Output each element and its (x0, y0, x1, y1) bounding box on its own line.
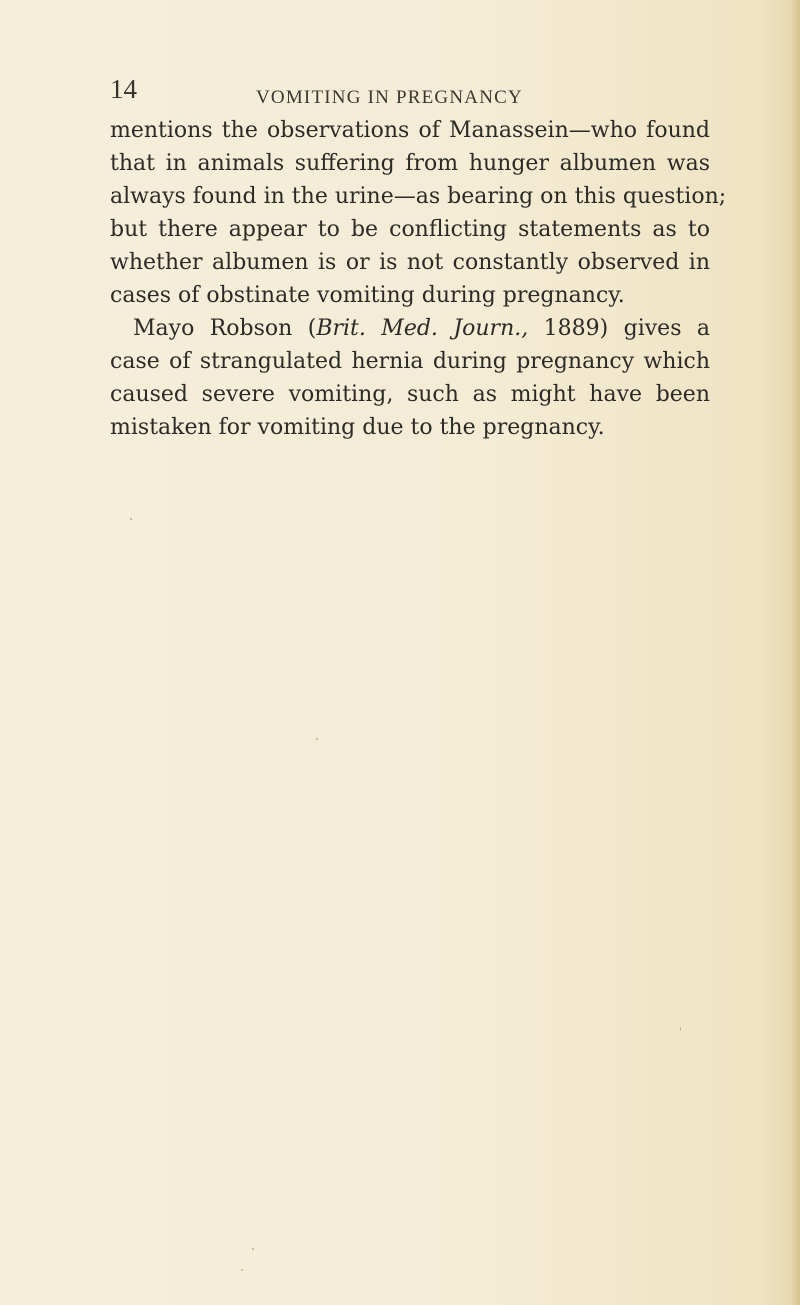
body-text (110, 114, 727, 444)
running-head: VOMITING IN PREGNANCY (256, 87, 523, 108)
paper-speck (130, 518, 132, 520)
text-line (110, 312, 710, 345)
text-line: caused severe vomiting, such as might have been (110, 382, 710, 407)
text-run: 1889) gives a (528, 316, 711, 341)
text-line: mentions the observations of Manassein—who found (110, 118, 710, 143)
paper-speck (316, 738, 318, 740)
text-run: Mayo Robson ( (133, 316, 317, 341)
text-line: cases of obstinate vomiting during pregnancy. (110, 283, 625, 308)
text-line: always found in the urine—as bearing on this question; (110, 184, 727, 209)
text-line: case of strangulated hernia during pregnancy which (110, 349, 710, 374)
text-line: whether albumen is or is not constantly observed in (110, 250, 710, 275)
page-number: 14 (110, 74, 137, 104)
paragraph-2 (110, 312, 710, 444)
page-edge-shadow (790, 0, 800, 1305)
text-line: that in animals suffering from hunger albumen was (110, 151, 710, 176)
paper-speck (252, 1248, 254, 1250)
paper-speck (680, 1027, 681, 1031)
paragraph-1 (110, 114, 727, 312)
citation-journal: Brit. Med. Journ., (316, 316, 529, 341)
paper-speck (241, 1269, 243, 1271)
text-line: mistaken for vomiting due to the pregnancy. (110, 415, 605, 440)
page-header (110, 74, 690, 114)
text-line: but there appear to be conflicting statements as to (110, 217, 710, 242)
